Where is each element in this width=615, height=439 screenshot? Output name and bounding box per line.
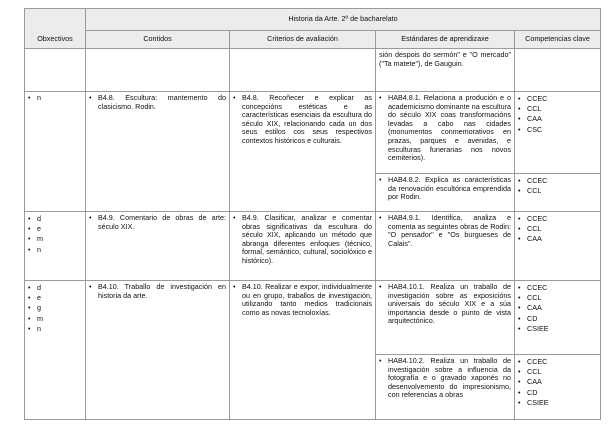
carryover-objectives-cell: [25, 49, 86, 92]
objective-item: • n: [28, 324, 82, 334]
row-b410-standard-1: [376, 281, 515, 355]
carryover-standard-cell: [376, 49, 515, 92]
competence-item: • CCL: [518, 224, 597, 234]
row-b49-objectives: [25, 212, 86, 281]
row-b410-criterion: [230, 281, 376, 420]
competence-item: • CCL: [518, 104, 597, 114]
competence-item: • CCL: [518, 367, 597, 377]
header-standards: Estándares de aprendizaxe: [376, 31, 515, 49]
row-b48-standard-2: [376, 174, 515, 212]
objective-item: • m: [28, 314, 82, 324]
row-b410-standard-2: [376, 355, 515, 420]
competence-item: • CAA: [518, 377, 597, 387]
row-b48-criterion: [230, 92, 376, 212]
objective-item: • g: [28, 303, 82, 313]
curriculum-table-page: [24, 8, 600, 418]
competence-item: • CCEC: [518, 176, 597, 186]
row-b48-standard-1: [376, 92, 515, 174]
row-b49-content: [86, 212, 230, 281]
row-b410-competences-1: [515, 281, 601, 355]
competence-item: • CCL: [518, 293, 597, 303]
competence-item: • CCEC: [518, 214, 597, 224]
carryover-criteria-cell: [230, 49, 376, 92]
criterion-item: • B4.10. Realizar e expor, individualmente ou en grupo, traballos de investigación, utilizando tanto medios tradicionais como as novas tecnoloxías.: [233, 283, 372, 317]
standard-item: • HAB4.8.2. Explica as características da renovación escultórica emprendida por Rodin.: [379, 176, 511, 202]
objective-item: • d: [28, 214, 82, 224]
header-blank-cell: [25, 9, 86, 31]
content-item: • B4.9. Comentario de obras de arte: século XIX.: [89, 214, 226, 231]
standard-item: • HAB4.8.1. Relaciona a produción e o academicismo dominante na escultura do século XIX coas transformacións levadas a cabo nas cidades (monumentos conmemorativos en prazas, parques e avenidas, e esculturas funerarias nos novos cemiterios).: [379, 94, 511, 163]
objective-item: • m: [28, 234, 82, 244]
competence-item: • CD: [518, 388, 597, 398]
competence-item: • CSIEE: [518, 324, 597, 334]
competence-item: • CAA: [518, 114, 597, 124]
competence-item: • CCEC: [518, 357, 597, 367]
objective-item: • e: [28, 293, 82, 303]
row-b410-content: [86, 281, 230, 420]
row-b49-standard-1: [376, 212, 515, 281]
row-b410-competences-2: [515, 355, 601, 420]
objective-item: • n: [28, 245, 82, 255]
row-b48-content: [86, 92, 230, 212]
competence-item: • CAA: [518, 234, 597, 244]
header-objectives: Obxectivos: [25, 31, 86, 49]
row-b48-objectives: [25, 92, 86, 212]
row-b48-competences-2: [515, 174, 601, 212]
criterion-item: • B4.8. Recoñecer e explicar as concepcións estéticas e as características esenciais da escultura do século XIX, relacionando cada un dos seus estilos cos seus respectivos contextos históricos e culturais.: [233, 94, 372, 146]
competence-item: • CCL: [518, 186, 597, 196]
table-title: Historia da Arte. 2º de bacharelato: [86, 9, 601, 31]
curriculum-table: [24, 8, 601, 420]
row-b49-criterion: [230, 212, 376, 281]
objective-item: • n: [28, 94, 82, 103]
competence-item: • CD: [518, 314, 597, 324]
row-b49-competences-1: [515, 212, 601, 281]
competence-item: • CCEC: [518, 283, 597, 293]
carryover-competences-cell: [515, 49, 601, 92]
objective-item: • e: [28, 224, 82, 234]
content-item: • B4.8. Escultura: mantemento do clasicismo. Rodin.: [89, 94, 226, 111]
objective-item: • d: [28, 283, 82, 293]
standard-item: • HAB4.10.1. Realiza un traballo de investigación sobre as exposicións universais do século XIX e a súa importancia desde o punto de vista arquitectónico.: [379, 283, 511, 326]
header-competences: Competencias clave: [515, 31, 601, 49]
competence-item: • CCEC: [518, 94, 597, 104]
carryover-contents-cell: [86, 49, 230, 92]
competence-item: • CAA: [518, 303, 597, 313]
criterion-item: • B4.9. Clasificar, analizar e comentar obras significativas da escultura do século XIX, aplicando un método que abranga diferentes enfoques (técnico, formal, semántico, cultural, sociolóxico e histórico).: [233, 214, 372, 266]
row-b48-competences-1: [515, 92, 601, 174]
competence-item: • CSIEE: [518, 398, 597, 408]
header-criteria: Criterios de avaliación: [230, 31, 376, 49]
header-contents: Contidos: [86, 31, 230, 49]
standard-item: • HAB4.9.1. Identifica, analiza e comenta as seguintes obras de Rodin: "O pensador" e "Os burgueses de Calais".: [379, 214, 511, 248]
carryover-standard-text: sión despois do sermón" e "O mercado" ("Ta matete"), de Gauguin.: [379, 50, 511, 68]
competence-item: • CSC: [518, 125, 597, 135]
row-b410-objectives: [25, 281, 86, 420]
standard-item: • HAB4.10.2. Realiza un traballo de investigación sobre a influencia da fotografía e o gravado xaponés no desenvolvemento do impresionismo, con referencias a obras: [379, 357, 511, 400]
content-item: • B4.10. Traballo de investigación en historia da arte.: [89, 283, 226, 300]
